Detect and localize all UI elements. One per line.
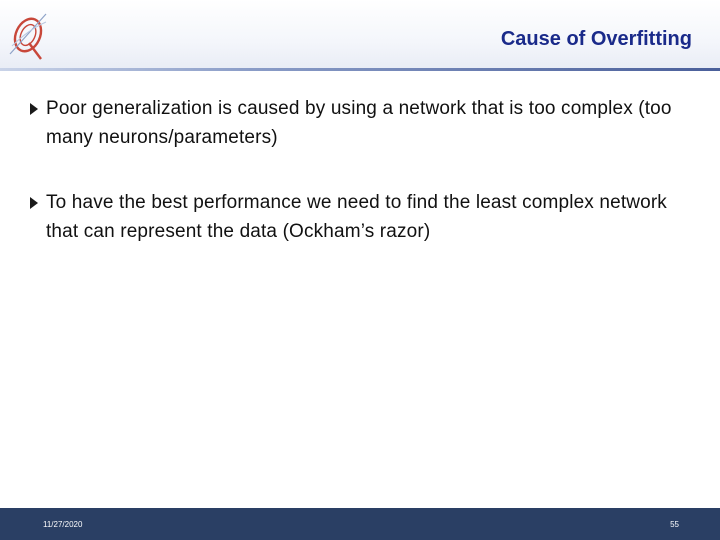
q-logo-icon [4,2,52,66]
header-divider [0,68,720,71]
triangle-right-icon [30,103,38,115]
bullet-text: To have the best performance we need to find the least complex network that can represent the data (Ockham’s razor) [46,192,667,242]
bullet-list [30,94,690,282]
slide-header [0,0,720,70]
page-number: 55 [670,520,679,529]
slide-footer [0,508,720,540]
footer-date: 11/27/2020 [43,520,83,529]
bullet-item [30,94,690,152]
bullet-item [30,188,690,246]
bullet-text: Poor generalization is caused by using a network that is too complex (too many neurons/parameters) [46,98,672,148]
triangle-right-icon [30,197,38,209]
slide-title: Cause of Overfitting [500,28,692,50]
